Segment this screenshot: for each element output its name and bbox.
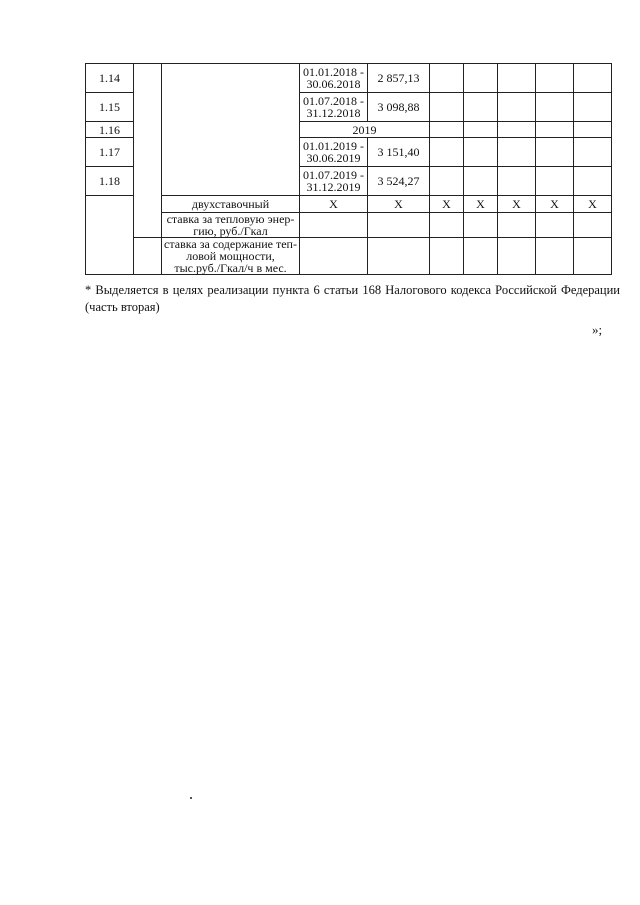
x-mark: X [300, 196, 368, 213]
empty-cell [464, 64, 498, 93]
x-mark: X [368, 196, 430, 213]
empty-cell [464, 238, 498, 275]
price-cell: 3 098,88 [368, 93, 430, 122]
empty-cell [464, 138, 498, 167]
empty-cell [464, 213, 498, 238]
empty-cell [536, 213, 574, 238]
empty-cell [536, 64, 574, 93]
empty-cell [498, 167, 536, 196]
empty-cell [464, 93, 498, 122]
empty-cell [430, 138, 464, 167]
row-number: 1.17 [86, 138, 134, 167]
row-number: 1.15 [86, 93, 134, 122]
empty-cell [300, 238, 368, 275]
empty-cell [574, 213, 612, 238]
empty-cell [498, 213, 536, 238]
blank-category-cell [162, 64, 300, 196]
price-cell: 3 524,27 [368, 167, 430, 196]
energy-rate-row [86, 213, 612, 238]
empty-cell [368, 238, 430, 275]
empty-cell [430, 213, 464, 238]
empty-cell [574, 238, 612, 275]
x-mark: X [430, 196, 464, 213]
empty-cell [574, 167, 612, 196]
empty-cell [498, 122, 536, 138]
empty-cell [536, 138, 574, 167]
empty-cell [498, 138, 536, 167]
price-cell: 2 857,13 [368, 64, 430, 93]
empty-cell [430, 167, 464, 196]
footnote: * Выделяется в целях реализации пункта 6 статьи 168 Налогового кодекса Российской Федерации (часть вторая) [85, 283, 620, 314]
scan-speck [190, 797, 192, 799]
period-cell: 01.07.2019 - 31.12.2019 [300, 167, 368, 196]
empty-cell [536, 93, 574, 122]
empty-cell [574, 122, 612, 138]
empty-cell [300, 213, 368, 238]
tariff-table [85, 63, 612, 275]
empty-cell [574, 138, 612, 167]
empty-cell [536, 238, 574, 275]
empty-cell [536, 122, 574, 138]
empty-cell [464, 167, 498, 196]
period-cell: 01.07.2018 - 31.12.2018 [300, 93, 368, 122]
empty-cell [430, 93, 464, 122]
empty-cell [430, 64, 464, 93]
blank-number-cell [86, 196, 134, 275]
empty-cell [574, 64, 612, 93]
x-mark: X [498, 196, 536, 213]
empty-cell [498, 93, 536, 122]
period-cell: 01.01.2019 - 30.06.2019 [300, 138, 368, 167]
two-part-row [86, 196, 612, 213]
two-part-label: двухставочный [162, 196, 300, 213]
empty-cell [498, 64, 536, 93]
empty-cell [368, 213, 430, 238]
closing-quote: »; [592, 322, 603, 337]
empty-cell [464, 122, 498, 138]
blank-column-cell [134, 238, 162, 275]
empty-cell [536, 167, 574, 196]
blank-column-cell [134, 64, 162, 238]
empty-cell [574, 93, 612, 122]
row-number: 1.18 [86, 167, 134, 196]
empty-cell [498, 238, 536, 275]
capacity-rate-row [86, 238, 612, 275]
capacity-rate-label: ставка за содержание теп-ловой мощности, тыс.руб./Гкал/ч в мес. [162, 238, 300, 275]
energy-rate-label: ставка за тепловую энер-гию, руб./Гкал [162, 213, 300, 238]
table-row [86, 64, 612, 93]
x-mark: X [536, 196, 574, 213]
x-mark: X [574, 196, 612, 213]
empty-cell [430, 238, 464, 275]
empty-cell [430, 122, 464, 138]
period-cell: 01.01.2018 - 30.06.2018 [300, 64, 368, 93]
x-mark: X [464, 196, 498, 213]
row-number: 1.16 [86, 122, 134, 138]
year-cell: 2019 [300, 122, 430, 138]
row-number: 1.14 [86, 64, 134, 93]
price-cell: 3 151,40 [368, 138, 430, 167]
